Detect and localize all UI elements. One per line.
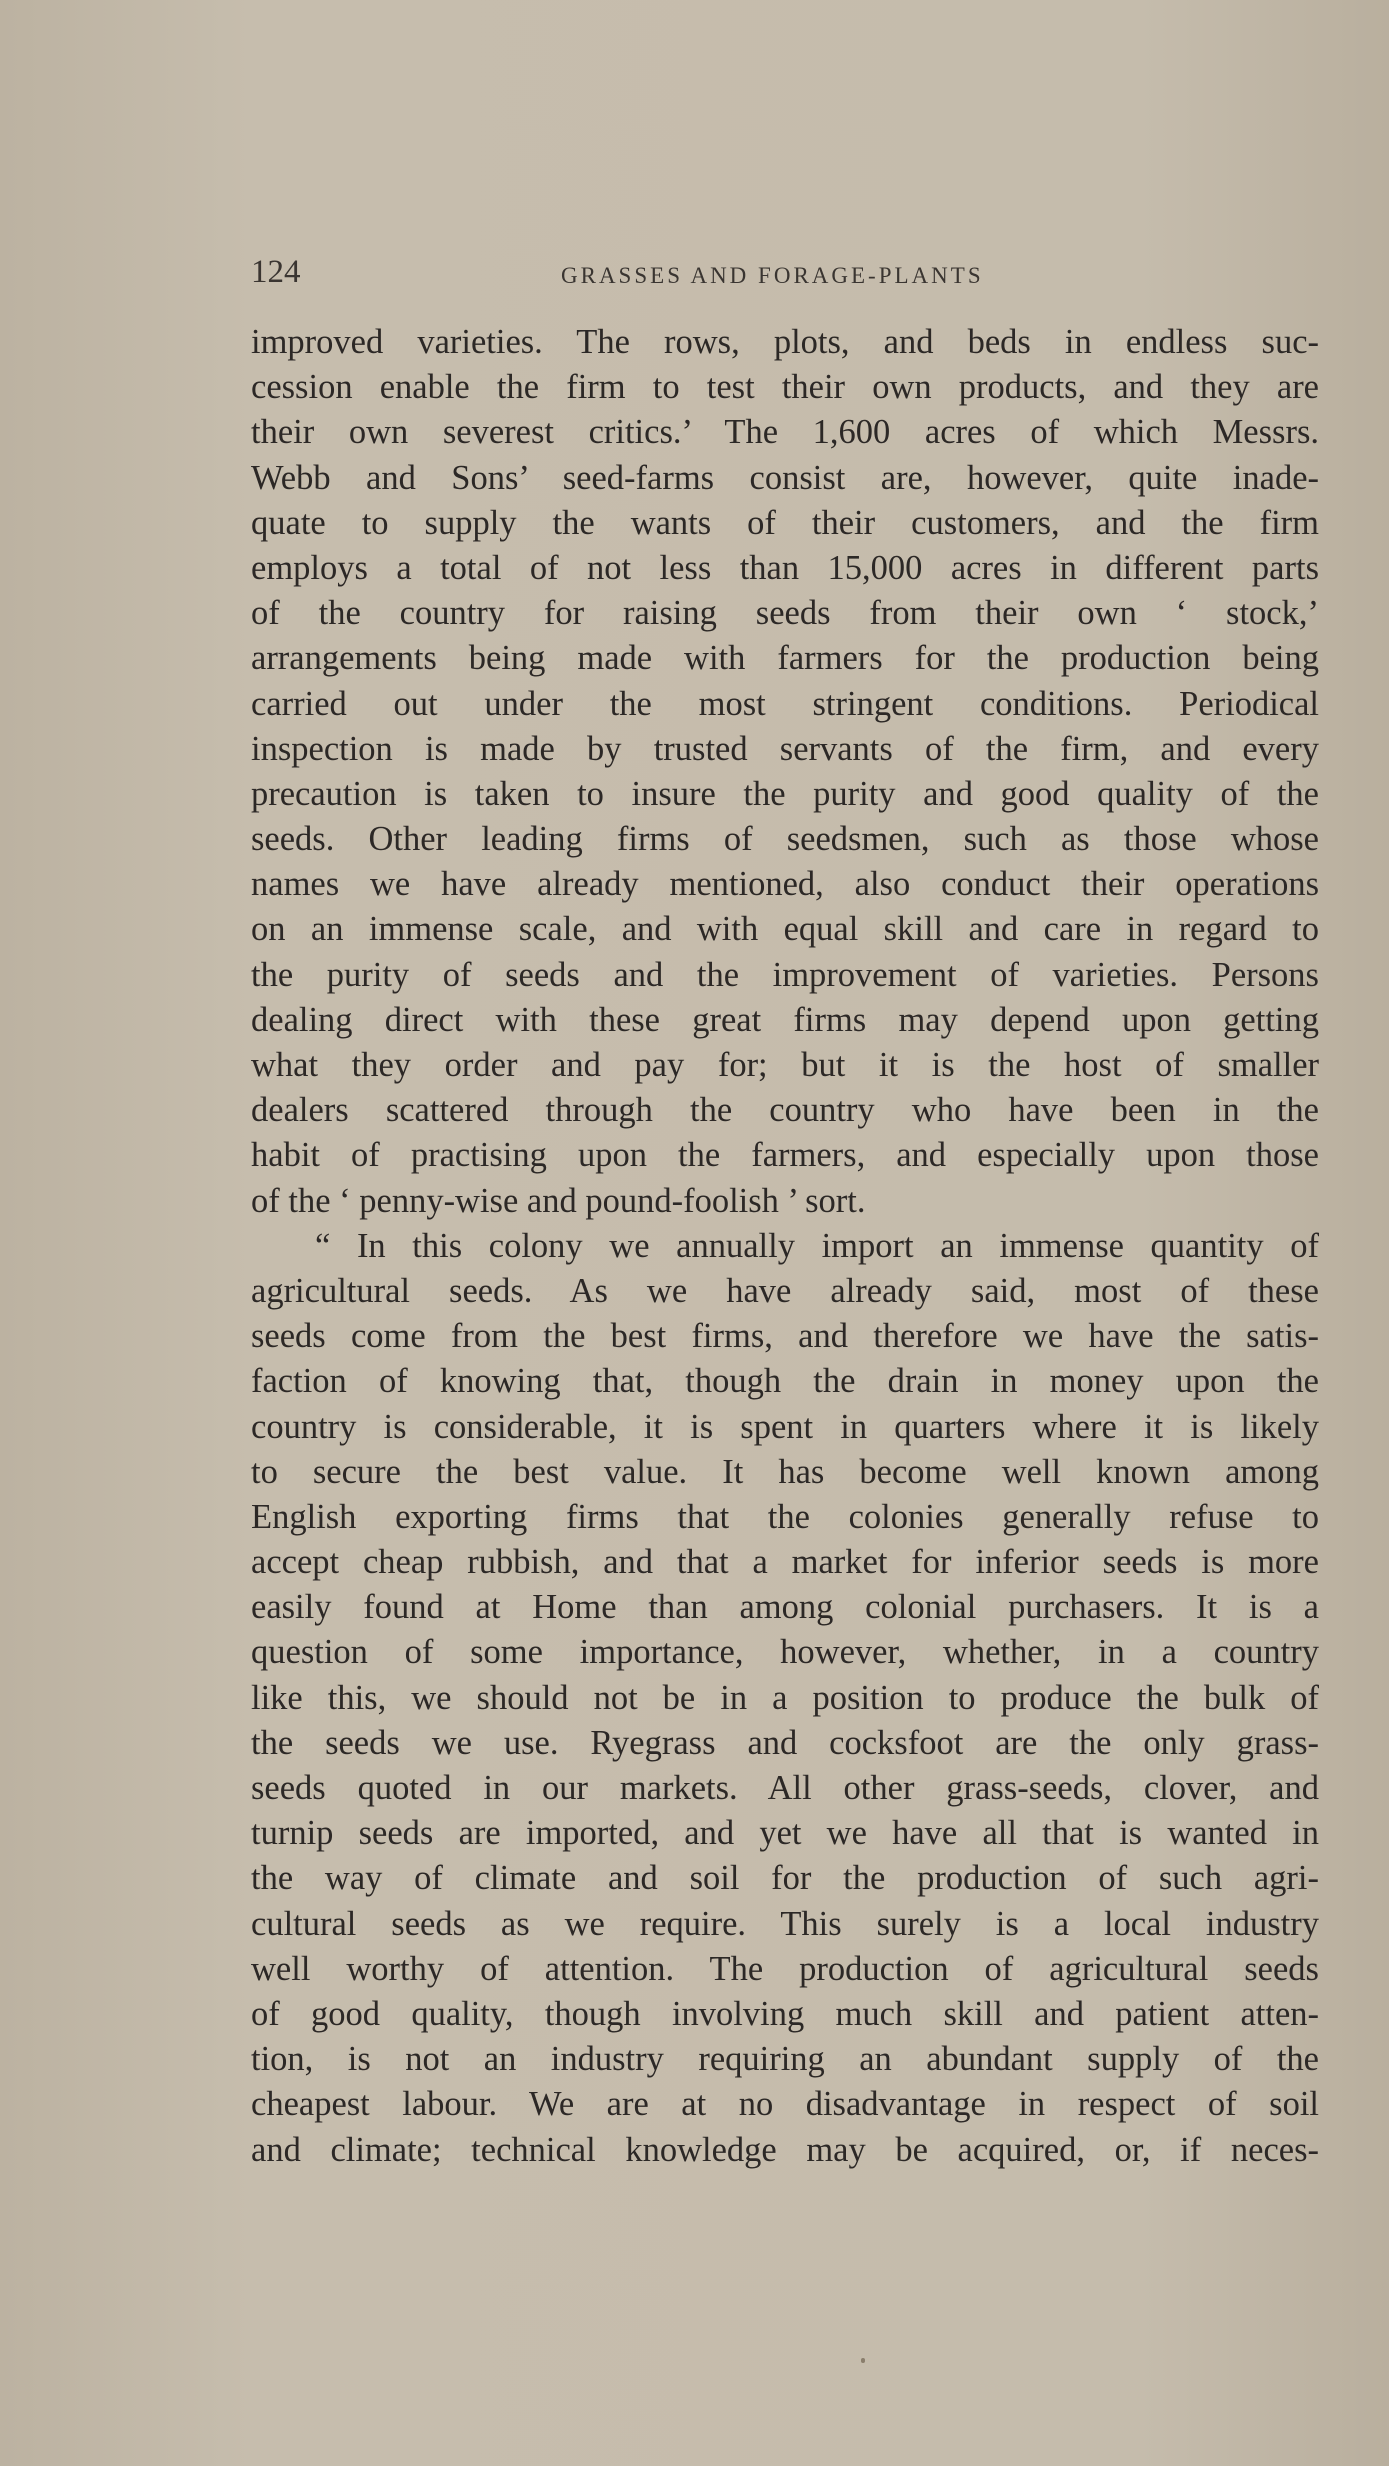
text-line: arrangements being made with farmers for the production being bbox=[251, 639, 1319, 678]
text-line: accept cheap rubbish, and that a market for inferior seeds is more bbox=[251, 1543, 1319, 1582]
text-line: to secure the best value. It has become well known among bbox=[251, 1452, 1319, 1491]
running-title: GRASSES AND FORAGE-PLANTS bbox=[561, 263, 984, 288]
text-line: easily found at Home than among colonial purchasers. It is a bbox=[251, 1588, 1319, 1627]
text-line: inspection is made by trusted servants of the firm, and every bbox=[251, 729, 1319, 768]
running-head bbox=[251, 250, 1319, 294]
text-line: agricultural seeds. As we have already said, most of these bbox=[251, 1271, 1319, 1310]
text-line: seeds. Other leading firms of seedsmen, such as those whose bbox=[251, 820, 1319, 859]
text-line: the seeds we use. Ryegrass and cocksfoot are the only grass- bbox=[251, 1723, 1319, 1762]
text-line: cultural seeds as we require. This surely is a local industry bbox=[251, 1904, 1319, 1943]
text-line: dealers scattered through the country who have been in the bbox=[251, 1091, 1319, 1130]
text-line: improved varieties. The rows, plots, and beds in endless suc- bbox=[251, 323, 1319, 361]
text-line: seeds quoted in our markets. All other grass-seeds, clover, and bbox=[251, 1769, 1319, 1807]
text-line: cheapest labour. We are at no disadvantage in respect of soil bbox=[251, 2085, 1319, 2124]
text-line: question of some importance, however, whether, in a country bbox=[251, 1633, 1319, 1672]
text-line: country is considerable, it is spent in quarters where it is likely bbox=[251, 1407, 1319, 1446]
text-line: employs a total of not less than 15,000 acres in different parts bbox=[251, 548, 1319, 587]
text-line: and climate; technical knowledge may be acquired, or, if neces- bbox=[251, 2130, 1319, 2169]
text-line: on an immense scale, and with equal skill and care in regard to bbox=[251, 910, 1319, 949]
page-number: 124 bbox=[251, 254, 301, 290]
text-line: precaution is taken to insure the purity and good quality of the bbox=[251, 774, 1319, 813]
text-line: carried out under the most stringent conditions. Periodical bbox=[251, 684, 1319, 723]
text-line: the purity of seeds and the improvement of varieties. Persons bbox=[251, 955, 1319, 994]
text-line: Webb and Sons’ seed-farms consist are, however, quite inade- bbox=[251, 458, 1319, 497]
text-line: the way of climate and soil for the production of such agri- bbox=[251, 1859, 1319, 1898]
paper-speck bbox=[861, 2358, 865, 2363]
text-line: cession enable the firm to test their own products, and they are bbox=[251, 368, 1319, 407]
text-line: habit of practising upon the farmers, and especially upon those bbox=[251, 1136, 1319, 1175]
paragraph-end-line: of the ‘ penny-wise and pound-foolish ’ sort. bbox=[251, 1181, 866, 1220]
text-line: tion, is not an industry requiring an abundant supply of the bbox=[251, 2040, 1319, 2079]
text-line: seeds come from the best firms, and therefore we have the satis- bbox=[251, 1317, 1319, 1356]
paragraph-start-line: “ In this colony we annually import an immense quantity of bbox=[315, 1226, 1319, 1265]
text-line: their own severest critics.’ The 1,600 acres of which Messrs. bbox=[251, 413, 1319, 452]
text-line: English exporting firms that the colonies generally refuse to bbox=[251, 1497, 1319, 1536]
text-line: names we have already mentioned, also conduct their operations bbox=[251, 865, 1319, 904]
text-line: turnip seeds are imported, and yet we have all that is wanted in bbox=[251, 1814, 1319, 1853]
text-line: quate to supply the wants of their customers, and the firm bbox=[251, 503, 1319, 542]
body-text bbox=[251, 320, 1319, 2173]
text-line: what they order and pay for; but it is the host of smaller bbox=[251, 1046, 1319, 1084]
text-line: dealing direct with these great firms may depend upon getting bbox=[251, 1000, 1319, 1039]
text-line: faction of knowing that, though the drain in money upon the bbox=[251, 1362, 1319, 1401]
text-line: of the country for raising seeds from their own ‘ stock,’ bbox=[251, 594, 1319, 633]
text-line: of good quality, though involving much skill and patient atten- bbox=[251, 1994, 1319, 2033]
text-line: like this, we should not be in a position to produce the bulk of bbox=[251, 1678, 1319, 1717]
text-line: well worthy of attention. The production of agricultural seeds bbox=[251, 1949, 1319, 1988]
